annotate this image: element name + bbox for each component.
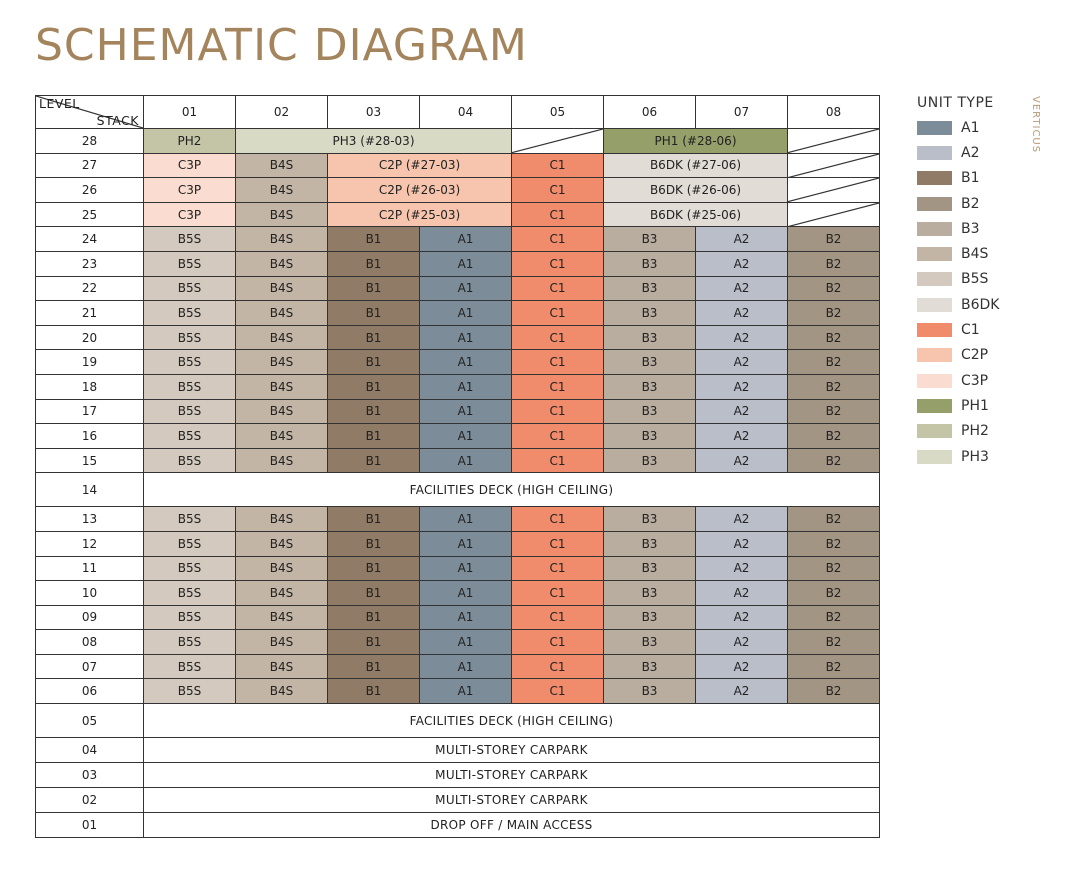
unit-cell: C1: [512, 581, 604, 606]
unit-cell: B3: [604, 679, 696, 704]
unit-cell: B5S: [144, 507, 236, 532]
unit-cell: B3: [604, 581, 696, 606]
level-row-26: [36, 178, 880, 203]
unit-cell: C1: [512, 251, 604, 276]
unit-cell: C1: [512, 374, 604, 399]
unit-cell: B5S: [144, 630, 236, 655]
unit-cell: B3: [604, 251, 696, 276]
level-row-24: [36, 227, 880, 252]
unit-cell: C1: [512, 399, 604, 424]
unit-cell: B4S: [236, 202, 328, 227]
level-row-03: [36, 763, 880, 788]
unit-type-legend: [917, 95, 999, 469]
legend-swatch: [917, 197, 952, 211]
unit-cell: B2: [788, 399, 880, 424]
unit-cell: A1: [420, 301, 512, 326]
level-number: 03: [36, 763, 144, 788]
legend-item: [917, 317, 999, 342]
unit-cell: B4S: [236, 374, 328, 399]
stack-header-02: 02: [236, 96, 328, 129]
level-row-18: [36, 374, 880, 399]
legend-swatch: [917, 121, 952, 135]
unit-cell: B1: [328, 531, 420, 556]
unit-cell: C1: [512, 424, 604, 449]
unit-cell: B4S: [236, 227, 328, 252]
legend-swatch: [917, 374, 952, 388]
level-number: 07: [36, 654, 144, 679]
podium-band: DROP OFF / MAIN ACCESS: [144, 813, 880, 838]
unit-cell: A1: [420, 448, 512, 473]
unit-cell: C1: [512, 531, 604, 556]
unit-cell: A2: [696, 374, 788, 399]
unit-cell: A1: [420, 251, 512, 276]
unit-cell: B1: [328, 630, 420, 655]
unit-cell: B3: [604, 448, 696, 473]
unit-cell: A1: [420, 605, 512, 630]
legend-swatch: [917, 424, 952, 438]
unit-cell: B2: [788, 531, 880, 556]
unit-cell: B5S: [144, 251, 236, 276]
unit-cell: B2: [788, 654, 880, 679]
unit-cell: B2: [788, 581, 880, 606]
unit-cell: B1: [328, 556, 420, 581]
unit-cell: B6DK (#26-06): [604, 178, 788, 203]
level-row-04: [36, 738, 880, 763]
level-row-16: [36, 424, 880, 449]
legend-item: [917, 241, 999, 266]
brand-label: VERTICUS: [1030, 96, 1041, 154]
void-cell: [512, 129, 604, 154]
void-cell: [788, 153, 880, 178]
unit-cell: B1: [328, 424, 420, 449]
unit-cell: B2: [788, 605, 880, 630]
unit-cell: A1: [420, 374, 512, 399]
unit-cell: B1: [328, 227, 420, 252]
level-row-13: [36, 507, 880, 532]
level-number: 28: [36, 129, 144, 154]
unit-cell: A2: [696, 301, 788, 326]
unit-cell: B3: [604, 424, 696, 449]
unit-cell: B5S: [144, 325, 236, 350]
level-row-01: [36, 813, 880, 838]
level-number: 02: [36, 788, 144, 813]
unit-cell: B5S: [144, 301, 236, 326]
unit-cell: B5S: [144, 556, 236, 581]
legend-label: C1: [961, 322, 980, 339]
unit-cell: A2: [696, 630, 788, 655]
unit-cell: C3P: [144, 153, 236, 178]
level-row-14: [36, 473, 880, 507]
level-number: 05: [36, 704, 144, 738]
unit-cell: B2: [788, 227, 880, 252]
level-row-11: [36, 556, 880, 581]
legend-item: [917, 267, 999, 292]
level-row-15: [36, 448, 880, 473]
unit-cell: B2: [788, 325, 880, 350]
unit-cell: B4S: [236, 605, 328, 630]
legend-label: B1: [961, 170, 980, 187]
level-number: 09: [36, 605, 144, 630]
unit-cell: B3: [604, 301, 696, 326]
unit-cell: B2: [788, 374, 880, 399]
stack-header-07: 07: [696, 96, 788, 129]
unit-cell: C1: [512, 630, 604, 655]
unit-cell: A1: [420, 556, 512, 581]
unit-cell: B4S: [236, 178, 328, 203]
unit-cell: B4S: [236, 531, 328, 556]
legend-label: B2: [961, 195, 980, 212]
page-title: SCHEMATIC DIAGRAM: [35, 20, 528, 71]
unit-cell: B3: [604, 227, 696, 252]
unit-cell: C1: [512, 507, 604, 532]
unit-cell: B1: [328, 605, 420, 630]
unit-cell: C1: [512, 654, 604, 679]
unit-cell: B4S: [236, 679, 328, 704]
facilities-deck-band: FACILITIES DECK (HIGH CEILING): [144, 704, 880, 738]
unit-cell: A1: [420, 679, 512, 704]
void-cell: [788, 129, 880, 154]
unit-cell: B4S: [236, 581, 328, 606]
legend-item: [917, 115, 999, 140]
level-row-09: [36, 605, 880, 630]
unit-cell: B6DK (#27-06): [604, 153, 788, 178]
unit-cell: B3: [604, 350, 696, 375]
legend-label: C2P: [961, 347, 989, 364]
unit-cell: B3: [604, 325, 696, 350]
legend-item: [917, 393, 999, 418]
unit-cell: C1: [512, 202, 604, 227]
unit-cell: B4S: [236, 507, 328, 532]
legend-item: [917, 419, 999, 444]
stack-header-label: STACK: [96, 113, 139, 128]
unit-cell: C1: [512, 227, 604, 252]
unit-cell: B5S: [144, 448, 236, 473]
level-number: 21: [36, 301, 144, 326]
legend-swatch: [917, 171, 952, 185]
legend-title: UNIT TYPE: [917, 95, 994, 111]
level-number: 11: [36, 556, 144, 581]
level-number: 17: [36, 399, 144, 424]
unit-cell: C1: [512, 276, 604, 301]
unit-cell: B2: [788, 301, 880, 326]
legend-swatch: [917, 348, 952, 362]
unit-cell: A2: [696, 325, 788, 350]
level-row-19: [36, 350, 880, 375]
unit-cell: A2: [696, 654, 788, 679]
legend-label: A2: [961, 144, 980, 161]
unit-cell: PH3 (#28-03): [236, 129, 512, 154]
level-number: 04: [36, 738, 144, 763]
facilities-deck-band: FACILITIES DECK (HIGH CEILING): [144, 473, 880, 507]
unit-cell: B3: [604, 399, 696, 424]
level-row-25: [36, 202, 880, 227]
unit-cell: C2P (#27-03): [328, 153, 512, 178]
unit-cell: C1: [512, 350, 604, 375]
level-row-12: [36, 531, 880, 556]
level-number: 18: [36, 374, 144, 399]
unit-cell: B5S: [144, 531, 236, 556]
level-row-05: [36, 704, 880, 738]
unit-cell: B4S: [236, 251, 328, 276]
level-row-02: [36, 788, 880, 813]
void-cell: [788, 202, 880, 227]
unit-cell: B3: [604, 630, 696, 655]
unit-cell: B2: [788, 276, 880, 301]
legend-swatch: [917, 450, 952, 464]
legend-item: [917, 368, 999, 393]
unit-cell: B4S: [236, 350, 328, 375]
unit-cell: B2: [788, 679, 880, 704]
stack-header-06: 06: [604, 96, 696, 129]
unit-cell: A1: [420, 507, 512, 532]
unit-cell: B5S: [144, 350, 236, 375]
unit-cell: B5S: [144, 227, 236, 252]
podium-band: MULTI-STOREY CARPARK: [144, 763, 880, 788]
level-number: 15: [36, 448, 144, 473]
level-row-10: [36, 581, 880, 606]
level-number: 19: [36, 350, 144, 375]
legend-label: B4S: [961, 246, 989, 263]
unit-cell: B5S: [144, 581, 236, 606]
level-number: 06: [36, 679, 144, 704]
unit-cell: B1: [328, 276, 420, 301]
unit-cell: B5S: [144, 605, 236, 630]
legend-swatch: [917, 146, 952, 160]
unit-cell: B4S: [236, 153, 328, 178]
unit-cell: B1: [328, 507, 420, 532]
legend-label: B5S: [961, 271, 989, 288]
unit-cell: A2: [696, 507, 788, 532]
unit-cell: A2: [696, 399, 788, 424]
unit-cell: B4S: [236, 276, 328, 301]
level-number: 27: [36, 153, 144, 178]
level-number: 25: [36, 202, 144, 227]
unit-cell: B2: [788, 507, 880, 532]
unit-cell: B3: [604, 531, 696, 556]
level-number: 16: [36, 424, 144, 449]
unit-cell: B1: [328, 374, 420, 399]
unit-cell: A1: [420, 531, 512, 556]
unit-cell: A2: [696, 350, 788, 375]
unit-cell: PH2: [144, 129, 236, 154]
legend-swatch: [917, 323, 952, 337]
level-number: 24: [36, 227, 144, 252]
unit-cell: B4S: [236, 399, 328, 424]
unit-cell: B4S: [236, 654, 328, 679]
stack-header-05: 05: [512, 96, 604, 129]
unit-cell: B3: [604, 654, 696, 679]
unit-cell: B5S: [144, 399, 236, 424]
unit-cell: B3: [604, 556, 696, 581]
void-cell: [788, 178, 880, 203]
unit-cell: C1: [512, 301, 604, 326]
unit-cell: C1: [512, 679, 604, 704]
unit-cell: C1: [512, 605, 604, 630]
unit-cell: C1: [512, 325, 604, 350]
stack-header-01: 01: [144, 96, 236, 129]
level-row-27: [36, 153, 880, 178]
unit-cell: B5S: [144, 276, 236, 301]
unit-cell: A1: [420, 276, 512, 301]
unit-cell: A2: [696, 679, 788, 704]
unit-cell: A1: [420, 424, 512, 449]
unit-cell: B4S: [236, 448, 328, 473]
level-number: 10: [36, 581, 144, 606]
level-header-label: LEVEL: [39, 96, 80, 111]
unit-cell: B2: [788, 448, 880, 473]
unit-cell: B2: [788, 556, 880, 581]
level-number: 01: [36, 813, 144, 838]
unit-cell: A2: [696, 276, 788, 301]
level-number: 12: [36, 531, 144, 556]
stack-header-04: 04: [420, 96, 512, 129]
unit-cell: C1: [512, 178, 604, 203]
unit-cell: B6DK (#25-06): [604, 202, 788, 227]
legend-item: [917, 292, 999, 317]
legend-item: [917, 343, 999, 368]
legend-label: PH3: [961, 448, 989, 465]
unit-cell: A1: [420, 227, 512, 252]
unit-cell: B4S: [236, 325, 328, 350]
unit-cell: A1: [420, 581, 512, 606]
level-number: 20: [36, 325, 144, 350]
unit-cell: A2: [696, 581, 788, 606]
unit-cell: B1: [328, 325, 420, 350]
unit-cell: B5S: [144, 374, 236, 399]
unit-cell: C1: [512, 448, 604, 473]
legend-swatch: [917, 222, 952, 236]
level-number: 14: [36, 473, 144, 507]
legend-swatch: [917, 272, 952, 286]
unit-cell: B5S: [144, 424, 236, 449]
level-row-06: [36, 679, 880, 704]
unit-cell: B1: [328, 399, 420, 424]
legend-label: PH1: [961, 397, 989, 414]
unit-cell: A1: [420, 399, 512, 424]
unit-cell: B3: [604, 276, 696, 301]
unit-cell: A1: [420, 325, 512, 350]
legend-swatch: [917, 298, 952, 312]
legend-item: [917, 140, 999, 165]
unit-cell: A2: [696, 605, 788, 630]
unit-cell: B1: [328, 301, 420, 326]
header-row: [36, 96, 880, 129]
unit-cell: C1: [512, 153, 604, 178]
level-row-20: [36, 325, 880, 350]
unit-cell: B1: [328, 350, 420, 375]
unit-cell: B3: [604, 605, 696, 630]
level-number: 22: [36, 276, 144, 301]
unit-cell: B1: [328, 581, 420, 606]
unit-cell: A2: [696, 556, 788, 581]
unit-cell: A2: [696, 424, 788, 449]
unit-cell: B2: [788, 424, 880, 449]
unit-cell: B4S: [236, 301, 328, 326]
legend-label: B6DK: [961, 296, 1000, 313]
unit-cell: A2: [696, 531, 788, 556]
legend-item: [917, 216, 999, 241]
unit-cell: B4S: [236, 556, 328, 581]
stack-header-08: 08: [788, 96, 880, 129]
unit-cell: PH1 (#28-06): [604, 129, 788, 154]
level-row-23: [36, 251, 880, 276]
legend-item: [917, 191, 999, 216]
level-number: 13: [36, 507, 144, 532]
unit-cell: B4S: [236, 630, 328, 655]
unit-cell: A1: [420, 630, 512, 655]
unit-cell: B4S: [236, 424, 328, 449]
unit-cell: B1: [328, 448, 420, 473]
level-row-21: [36, 301, 880, 326]
stack-header-03: 03: [328, 96, 420, 129]
legend-label: B3: [961, 220, 980, 237]
unit-cell: B1: [328, 654, 420, 679]
level-stack-corner: [36, 96, 144, 129]
unit-cell: A1: [420, 350, 512, 375]
level-row-28: [36, 129, 880, 154]
unit-cell: A2: [696, 251, 788, 276]
unit-cell: B1: [328, 251, 420, 276]
legend-label: A1: [961, 119, 980, 136]
unit-cell: A2: [696, 448, 788, 473]
unit-cell: B2: [788, 350, 880, 375]
schematic-table: [35, 95, 880, 838]
level-row-07: [36, 654, 880, 679]
legend-item: [917, 166, 999, 191]
unit-cell: B3: [604, 507, 696, 532]
legend-label: C3P: [961, 372, 989, 389]
unit-cell: B2: [788, 630, 880, 655]
unit-cell: B5S: [144, 654, 236, 679]
unit-cell: B5S: [144, 679, 236, 704]
level-number: 08: [36, 630, 144, 655]
schematic-grid: [35, 95, 880, 838]
unit-cell: C2P (#26-03): [328, 178, 512, 203]
level-number: 23: [36, 251, 144, 276]
legend-label: PH2: [961, 423, 989, 440]
unit-cell: C3P: [144, 178, 236, 203]
unit-cell: B1: [328, 679, 420, 704]
level-number: 26: [36, 178, 144, 203]
unit-cell: B3: [604, 374, 696, 399]
unit-cell: B2: [788, 251, 880, 276]
podium-band: MULTI-STOREY CARPARK: [144, 738, 880, 763]
unit-cell: C1: [512, 556, 604, 581]
level-row-17: [36, 399, 880, 424]
legend-item: [917, 444, 999, 469]
podium-band: MULTI-STOREY CARPARK: [144, 788, 880, 813]
legend-swatch: [917, 247, 952, 261]
level-row-08: [36, 630, 880, 655]
unit-cell: C2P (#25-03): [328, 202, 512, 227]
unit-cell: C3P: [144, 202, 236, 227]
unit-cell: A1: [420, 654, 512, 679]
unit-cell: A2: [696, 227, 788, 252]
legend-swatch: [917, 399, 952, 413]
level-row-22: [36, 276, 880, 301]
